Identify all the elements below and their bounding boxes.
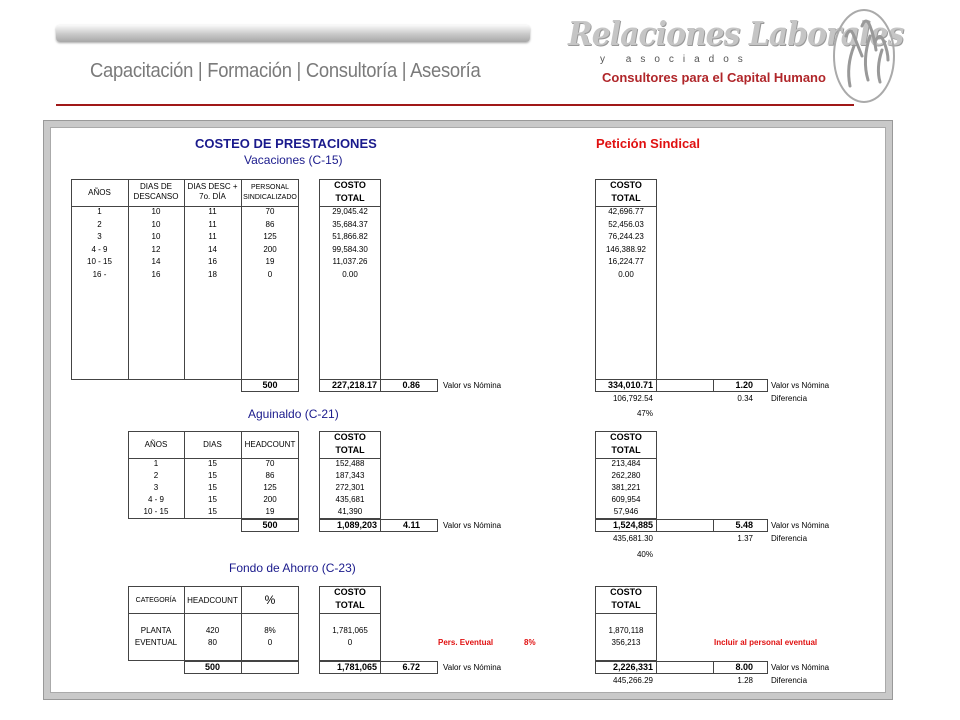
vac-row-costo: 29,045.42 [332, 207, 368, 216]
vac-costo-label: COSTO [334, 180, 366, 190]
fondo-pet-ratio: 8.00 [735, 662, 753, 672]
vac-total-personal: 500 [262, 380, 278, 390]
agui-row-pet-costo: 213,484 [611, 459, 641, 468]
fondo-row-categoria: PLANTA [140, 626, 172, 635]
vac-pet-total-label: TOTAL [611, 193, 641, 203]
vac-row-personal: 86 [265, 219, 275, 229]
vac-row-costo: 99,584.30 [332, 244, 368, 254]
logo-asociados: y asociados [600, 54, 752, 65]
vac-row-anos: 3 [97, 232, 102, 241]
fondo-diff-ratio: 1.28 [737, 676, 753, 685]
agui-row-headcount: 19 [265, 507, 275, 516]
vac-row-dias-desc: 11 [208, 232, 217, 241]
vacaciones-title: Vacaciones (C-15) [244, 153, 343, 167]
vac-total-cost: 227,218.17 [331, 380, 377, 390]
fondo-pet-total: 2,226,331 [612, 662, 653, 672]
fondo-total-headcount: 500 [204, 662, 221, 672]
agui-row-headcount: 200 [263, 495, 277, 504]
vac-row-personal: 70 [265, 207, 275, 216]
fondo-pet-valor-nomina-label: Valor vs Nómina [771, 663, 830, 672]
fondo-row-costo: 0 [347, 638, 353, 647]
agui-row-costo: 41,390 [337, 507, 363, 516]
vac-row-anos: 16 - [92, 269, 107, 279]
agui-row-pet-costo: 381,221 [611, 483, 641, 492]
vac-row-personal: 19 [265, 257, 275, 266]
agui-row-dias: 15 [208, 471, 217, 480]
vac-row-costo: 35,684.37 [332, 219, 368, 229]
agui-row-costo: 272,301 [335, 483, 365, 492]
agui-pet-total: 1,524,885 [612, 520, 653, 530]
vac-diff-ratio: 0.34 [737, 394, 753, 403]
agui-total-cost: 1,089,203 [336, 520, 377, 530]
top-decorative-bar [56, 25, 530, 42]
fondo-row-pet-costo: 1,870,118 [608, 626, 644, 635]
agui-row-headcount: 86 [265, 471, 275, 480]
agui-row-dias: 15 [208, 483, 217, 492]
vac-row-dias-desc: 18 [208, 269, 217, 279]
document-title: COSTEO DE PRESTACIONES [195, 136, 377, 151]
vac-pct: 47% [636, 409, 653, 418]
fondo-total-cost: 1,781,065 [336, 662, 377, 672]
vac-row-anos: 10 - 15 [87, 257, 112, 266]
fondo-ratio: 6.72 [402, 662, 420, 672]
vac-row-anos: 4 - 9 [91, 244, 108, 254]
agui-row-headcount: 125 [263, 483, 277, 492]
vac-row-dias-descanso: 14 [151, 257, 161, 266]
fondo-row-pct: 0 [267, 638, 273, 647]
vac-row-dias-descanso: 16 [151, 269, 161, 279]
vac-row-pet-costo: 76,244.23 [608, 232, 644, 241]
agui-diff-amount: 435,681.30 [612, 534, 653, 543]
vac-row-costo: 0.00 [342, 269, 358, 279]
vac-row-anos: 1 [97, 207, 102, 216]
agui-row-pet-costo: 609,954 [611, 495, 641, 504]
agui-valor-nomina-label: Valor vs Nómina [443, 521, 502, 530]
agui-row-anos: 4 - 9 [147, 495, 164, 504]
vac-valor-nomina-label: Valor vs Nómina [443, 381, 502, 390]
agui-pct: 40% [636, 550, 653, 559]
vac-ratio: 0.86 [402, 380, 420, 390]
agui-diferencia-label: Diferencia [771, 534, 808, 543]
fondo-row-categoria: EVENTUAL [134, 638, 178, 647]
fondo-row-headcount: 420 [205, 626, 220, 635]
vac-diferencia-label: Diferencia [771, 394, 808, 403]
vac-row-pet-costo: 16,224.77 [608, 257, 644, 266]
vac-diff-amount: 106,792.54 [612, 394, 653, 403]
vac-row-pet-costo: 42,696.77 [608, 207, 644, 216]
vac-row-dias-descanso: 10 [151, 232, 161, 241]
agui-row-anos: 3 [153, 483, 159, 492]
agui-diff-ratio: 1.37 [737, 534, 753, 543]
agui-row-dias: 15 [208, 495, 217, 504]
col-header-personal: PERSONAL SINDICALIZADO [243, 184, 297, 201]
vac-total-label: TOTAL [335, 193, 365, 203]
fondo-pet-costo-label: COSTO [610, 587, 642, 597]
fondo-diferencia-label: Diferencia [771, 676, 808, 685]
vac-row-dias-descanso: 10 [151, 219, 161, 229]
agui-row-anos: 10 - 15 [143, 507, 169, 516]
agui-col-headcount: HEADCOUNT [244, 440, 296, 449]
agui-row-pet-costo: 57,946 [613, 507, 639, 516]
vac-row-dias-desc: 16 [208, 257, 217, 266]
fondo-row-headcount: 80 [208, 638, 217, 647]
agui-col-anos: AÑOS [144, 440, 168, 449]
agui-ratio: 4.11 [402, 520, 420, 530]
fondo-title: Fondo de Ahorro (C-23) [229, 561, 356, 575]
vac-row-dias-descanso: 12 [151, 244, 161, 254]
fondo-col-categoria: CATEGORÍA [135, 597, 177, 604]
vac-row-dias-descanso: 10 [151, 207, 161, 216]
vac-pet-ratio: 1.20 [735, 380, 753, 390]
agui-row-pet-costo: 262,280 [611, 471, 641, 480]
pers-eventual-pct: 8% [524, 638, 536, 647]
col-header-dias-descanso: DIAS DE DESCANSO [133, 182, 179, 201]
vac-row-pet-costo: 52,456.03 [608, 219, 644, 229]
agui-pet-total-label: TOTAL [611, 445, 641, 455]
logo-title: Relaciones Laborales [568, 14, 904, 53]
agui-total-headcount: 500 [262, 520, 278, 530]
agui-pet-valor-nomina-label: Valor vs Nómina [771, 521, 830, 530]
agui-row-costo: 187,343 [335, 471, 365, 480]
vac-row-pet-costo: 0.00 [618, 269, 634, 279]
incluir-eventual-note: Incluir al personal eventual [714, 638, 818, 647]
agui-pet-costo-label: COSTO [610, 432, 642, 442]
fondo-row-pet-costo: 356,213 [611, 638, 641, 647]
vac-row-personal: 0 [267, 269, 273, 279]
col-header-anos: AÑOS [88, 188, 111, 197]
fondo-col-headcount: HEADCOUNT [187, 596, 238, 605]
agui-total-label: TOTAL [335, 445, 365, 455]
agui-row-dias: 15 [208, 507, 217, 516]
fondo-pet-total-label: TOTAL [611, 600, 641, 610]
agui-row-dias: 15 [208, 459, 217, 468]
vac-row-dias-desc: 14 [208, 244, 217, 254]
pers-eventual-note: Pers. Eventual [438, 638, 494, 647]
agui-pet-ratio: 5.48 [735, 520, 753, 530]
agui-row-costo: 152,488 [335, 459, 365, 468]
vac-pet-costo-label: COSTO [610, 180, 642, 190]
agui-row-anos: 1 [153, 459, 159, 468]
vac-row-costo: 11,037.26 [332, 257, 368, 266]
agui-row-costo: 435,681 [335, 495, 365, 504]
agui-row-headcount: 70 [265, 459, 275, 468]
header-divider [56, 104, 854, 106]
fondo-diff-amount: 445,266.29 [612, 676, 653, 685]
vac-row-personal: 200 [263, 244, 277, 254]
vac-pet-valor-nomina-label: Valor vs Nómina [771, 381, 830, 390]
peticion-sindical-title: Petición Sindical [596, 136, 701, 151]
fondo-total-label: TOTAL [335, 600, 365, 610]
agui-row-anos: 2 [153, 471, 159, 480]
aguinaldo-title: Aguinaldo (C-21) [248, 407, 339, 421]
agui-col-dias: DIAS [203, 440, 222, 449]
logo-subtitle: Consultores para el Capital Humano [602, 70, 826, 85]
fondo-valor-nomina-label: Valor vs Nómina [443, 663, 502, 672]
col-header-dias-desc-7o: DIAS DESC + 7o. DÍA [187, 182, 238, 201]
fondo-costo-label: COSTO [334, 587, 366, 597]
vac-row-anos: 2 [97, 219, 102, 229]
vac-row-pet-costo: 146,388.92 [605, 244, 647, 254]
fondo-row-pct: 8% [264, 626, 276, 635]
vac-row-dias-desc: 11 [208, 219, 217, 229]
vac-row-dias-desc: 11 [208, 207, 217, 216]
vac-row-costo: 51,866.82 [332, 232, 368, 241]
agui-costo-label: COSTO [334, 432, 366, 442]
costeo-document [50, 127, 886, 693]
fondo-row-costo: 1,781,065 [332, 626, 368, 635]
tagline: Capacitación | Formación | Consultoría | Asesoría [90, 60, 481, 82]
vac-pet-total: 334,010.71 [607, 380, 653, 390]
logo-figures-icon [832, 6, 896, 106]
vac-row-personal: 125 [263, 232, 277, 241]
fondo-col-pct: % [264, 593, 276, 607]
